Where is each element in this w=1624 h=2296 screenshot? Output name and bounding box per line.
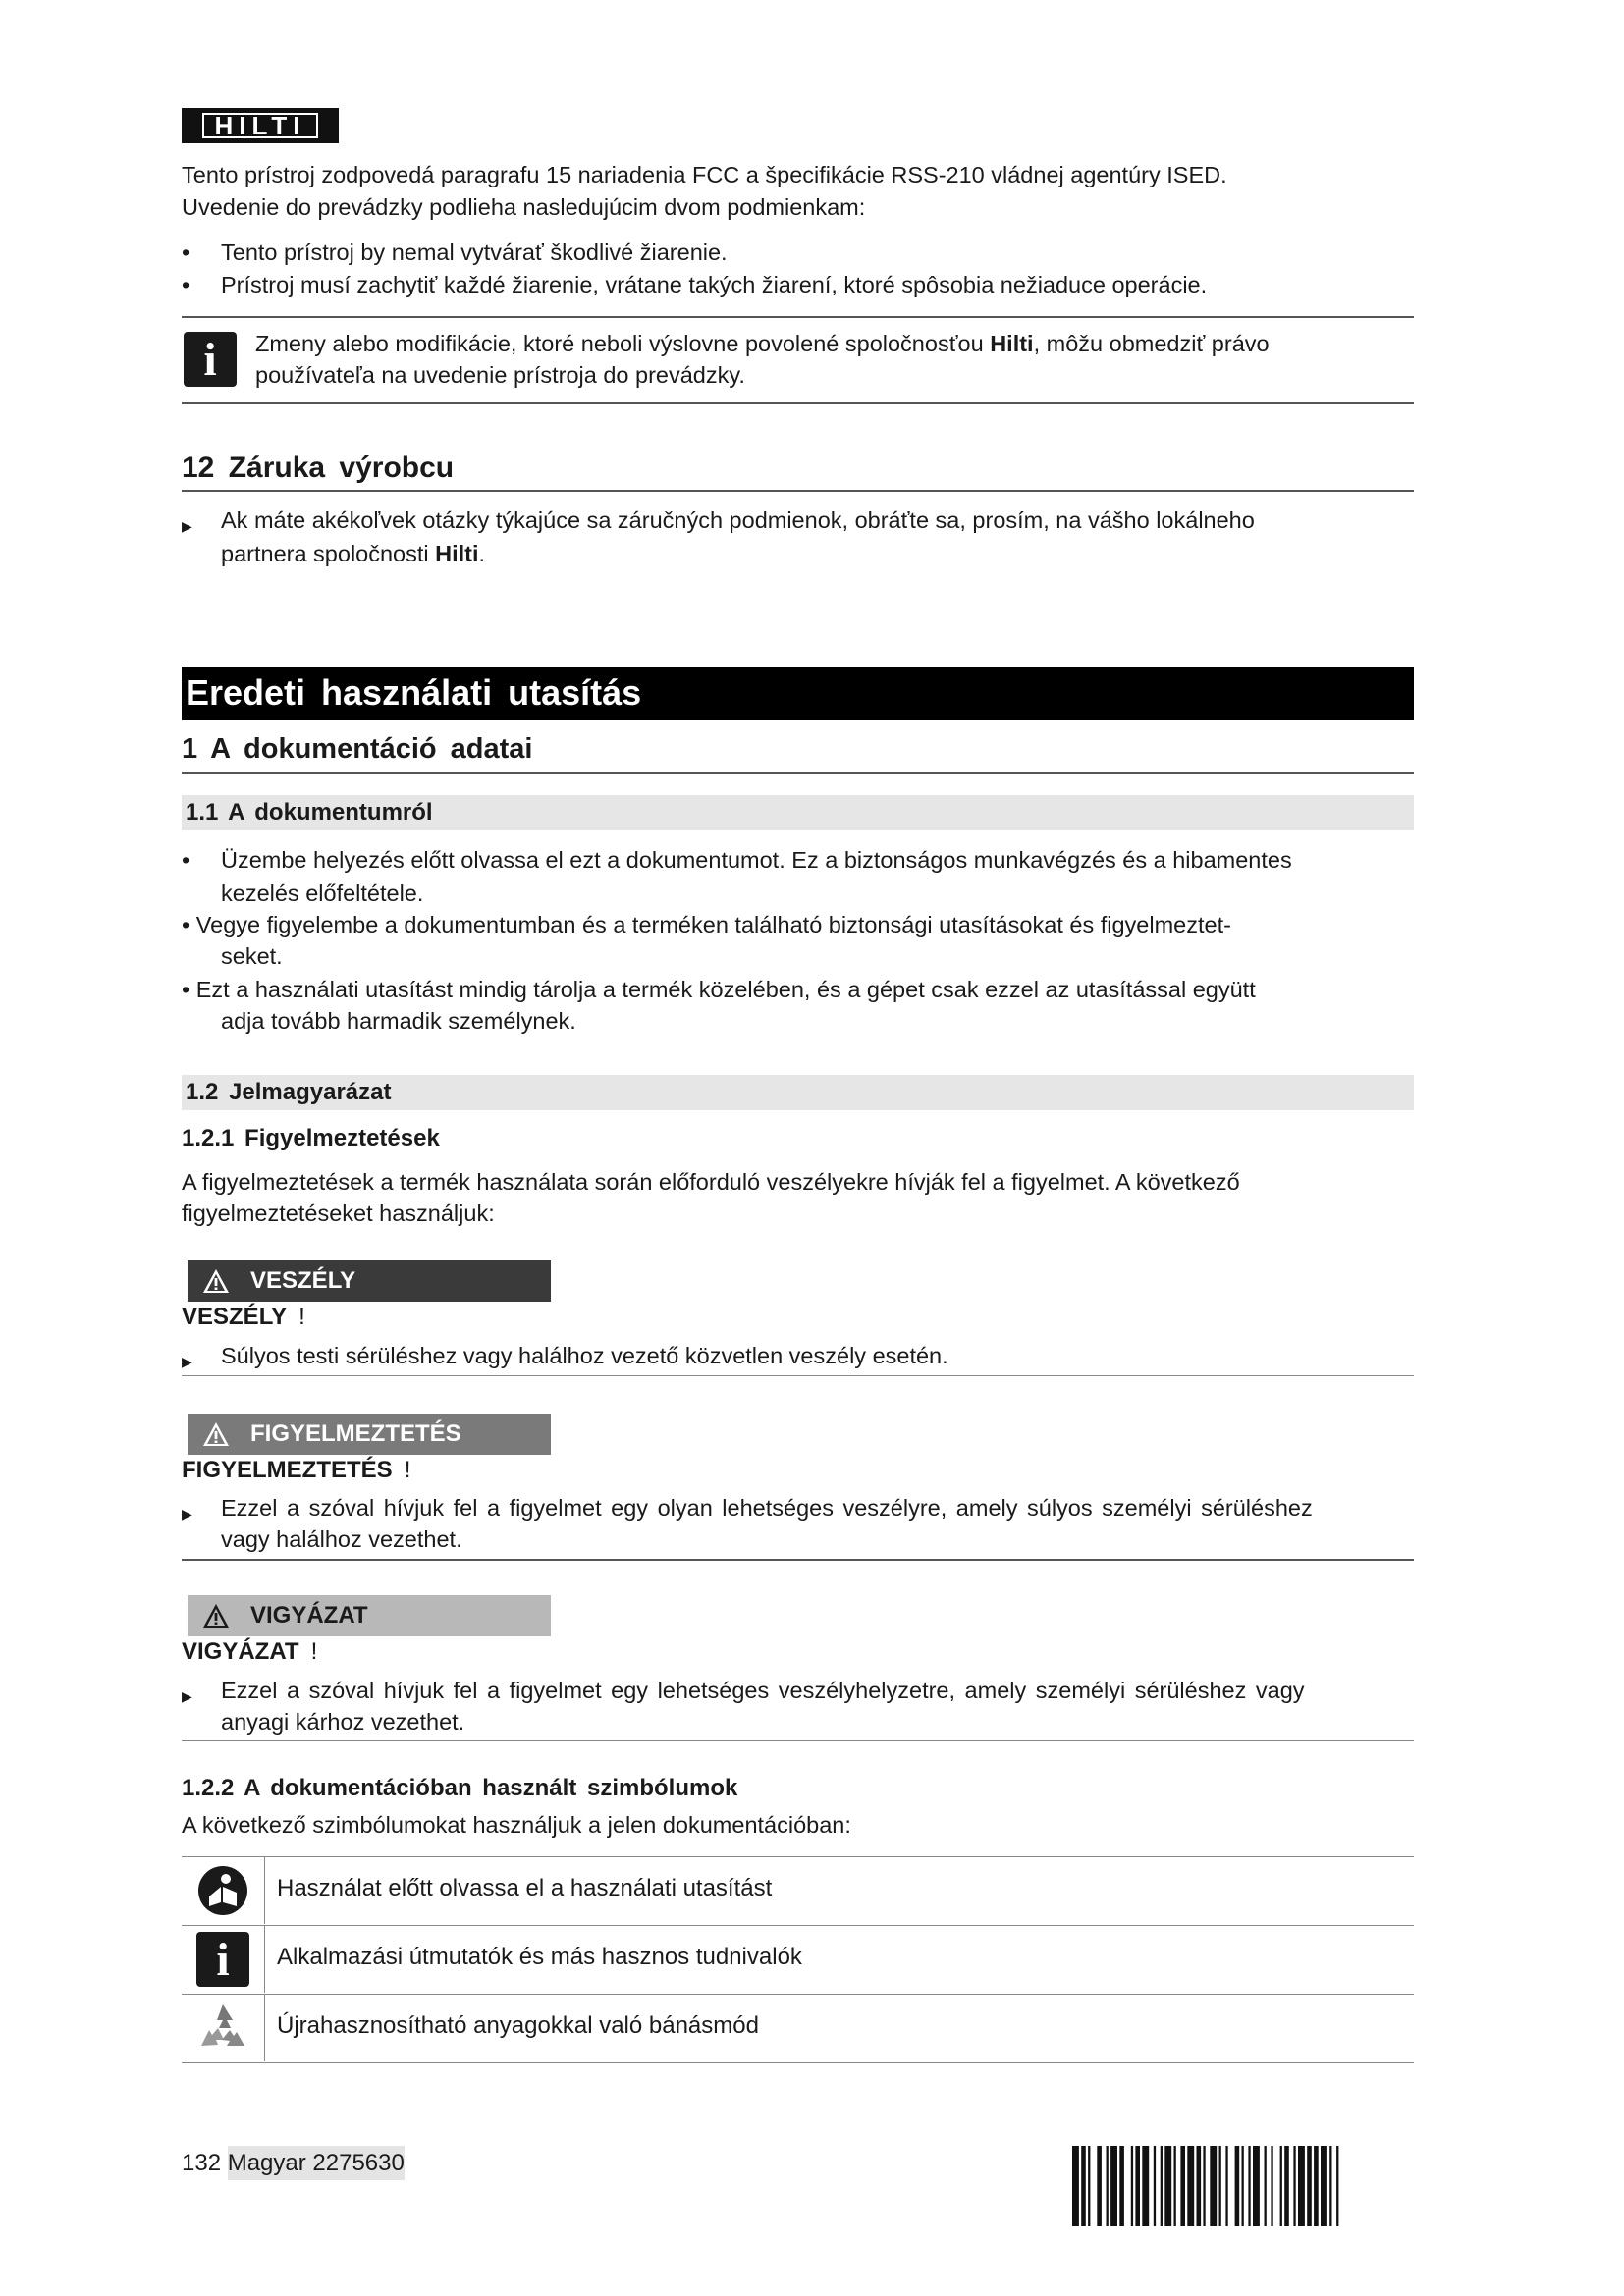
note-line-1: Zmeny alebo modifikácie, ktoré neboli výslovne povolené spoločnosťou Hilti, môžu obmedziť právo: [255, 331, 1270, 356]
signal-danger-rule: [182, 1375, 1414, 1376]
triangle-bullet-icon: ▶: [182, 518, 192, 534]
info-icon: i: [184, 332, 237, 387]
section-banner: Eredeti használati utasítás: [182, 667, 1414, 720]
signal-caution-rule: [182, 1740, 1414, 1741]
signal-warning-tag: FIGYELMEZTETÉS: [188, 1414, 551, 1455]
fcc-line-1: Tento prístroj zodpovedá paragrafu 15 nariadenia FCC a špecifikácie RSS-210 vládnej agentúry ISED.: [182, 162, 1227, 187]
signal-caution-label: VIGYÁZAT !: [182, 1638, 318, 1665]
symbol-row-read-manual: Használat előtt olvassa el a használati utasítást: [182, 1857, 1414, 1924]
language-doc-code: Magyar 2275630: [228, 2146, 405, 2180]
section-1-rule: [182, 772, 1414, 774]
triangle-bullet-icon: ▶: [182, 1688, 192, 1704]
doc-bullet-2-cont: seket.: [221, 943, 283, 969]
symbol-row-recycle: Újrahasznosítható anyagokkal való bánásmód: [182, 1995, 1414, 2061]
warning-triangle-icon: [201, 1420, 231, 1448]
triangle-bullet-icon: ▶: [182, 1354, 192, 1369]
barcode-icon: [1072, 2146, 1410, 2226]
symbol-row-info: i Alkalmazási útmutatók és más hasznos tudnivalók: [182, 1926, 1414, 1993]
doc-bullet-3: • Ezt a használati utasítást mindig tárolja a termék közelében, és a gépet csak ezzel az utasítással együtt: [182, 977, 1256, 1002]
signal-danger-label: VESZÉLY !: [182, 1304, 305, 1330]
signal-caution-text-cont: anyagi kárhoz vezethet.: [221, 1709, 465, 1735]
subsection-1-2-2-heading: 1.2.2 A dokumentációban használt szimbólumok: [182, 1775, 738, 1801]
signal-caution-tag: VIGYÁZAT: [188, 1595, 551, 1636]
signal-danger-tag: VESZÉLY: [188, 1260, 551, 1302]
recycle-icon: [182, 1995, 264, 2061]
warranty-heading: 12 Záruka výrobcu: [182, 452, 455, 484]
doc-bullet-2: • Vegye figyelembe a dokumentumban és a terméken található biztonsági utasításokat és figyelmeztet-: [182, 912, 1231, 937]
note-line-2: používateľa na uvedenie prístroja do prevádzky.: [255, 362, 745, 388]
info-icon: i: [196, 1932, 249, 1987]
hilti-logo: HILTI: [182, 108, 339, 143]
fcc-line-2: Uvedenie do prevádzky podlieha nasledujúcim dvom podmienkam:: [182, 194, 866, 220]
note-bottom-rule: [182, 402, 1414, 404]
warning-triangle-icon: [201, 1267, 231, 1295]
doc-bullet-3-cont: adja tovább harmadik személynek.: [221, 1008, 576, 1034]
warnings-intro-1: A figyelmeztetések a termék használata során előforduló veszélyekre hívják fel a figyelmet. A következő: [182, 1169, 1240, 1195]
subsection-1-1-heading: 1.1 A dokumentumról: [182, 795, 1414, 830]
signal-warning-text-cont: vagy halálhoz vezethet.: [221, 1526, 462, 1552]
subsection-1-2-heading: 1.2 Jelmagyarázat: [182, 1075, 1414, 1110]
signal-warning-rule: [182, 1559, 1414, 1561]
read-manual-icon: [182, 1857, 264, 1924]
warranty-rule: [182, 490, 1414, 492]
warning-triangle-icon: [201, 1602, 231, 1629]
note-top-rule: [182, 316, 1414, 318]
triangle-bullet-icon: ▶: [182, 1506, 192, 1522]
subsection-1-2-1-heading: 1.2.1 Figyelmeztetések: [182, 1125, 440, 1151]
warranty-line-2: partnera spoločnosti Hilti.: [221, 541, 486, 566]
doc-bullet-1-cont: kezelés előfeltétele.: [221, 881, 424, 906]
section-1-heading: 1 A dokumentáció adatai: [182, 733, 533, 765]
warnings-intro-2: figyelmeztetéseket használjuk:: [182, 1201, 495, 1226]
symbols-table-bottom: [182, 2062, 1414, 2063]
signal-warning-label: FIGYELMEZTETÉS !: [182, 1457, 411, 1483]
symbols-intro: A következő szimbólumokat használjuk a jelen dokumentációban:: [182, 1812, 851, 1838]
page-footer: 132 Magyar 2275630: [182, 2150, 405, 2177]
